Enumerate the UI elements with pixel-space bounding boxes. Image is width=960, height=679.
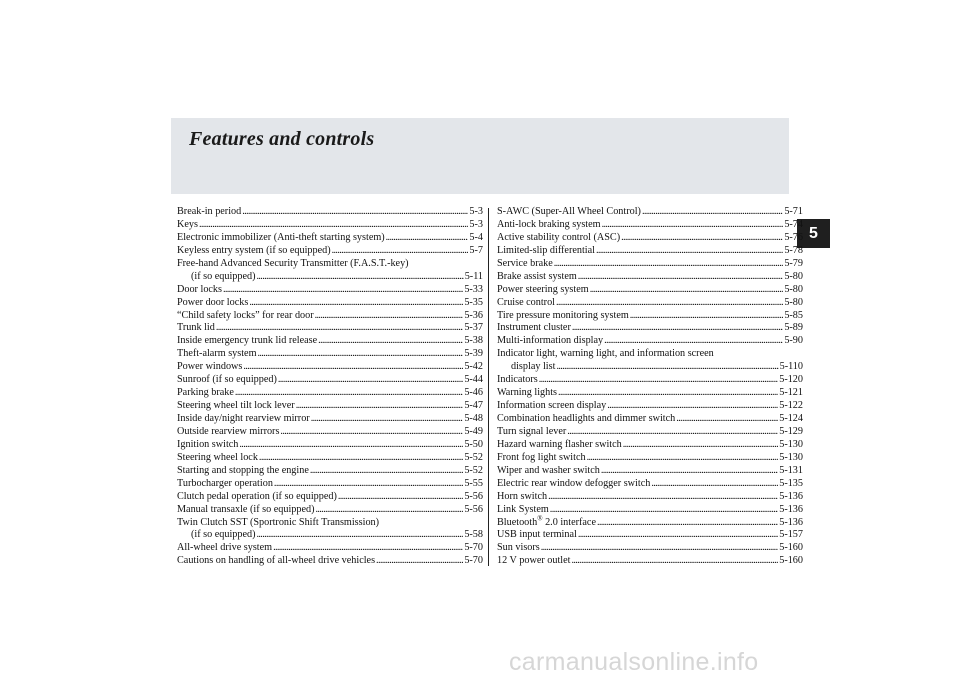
toc-row	[497, 258, 803, 271]
dot-leader	[216, 322, 463, 335]
toc-entry-title-continued: display list	[511, 361, 556, 373]
toc-entry[interactable]	[177, 297, 483, 310]
toc-entry-page: 5-136	[779, 503, 803, 515]
toc-entry-page: 5-135	[779, 477, 803, 489]
toc-entry-page: 5-36	[464, 309, 483, 321]
toc-row	[497, 310, 803, 323]
toc-row	[497, 452, 803, 465]
dot-leader	[310, 465, 463, 478]
dot-leader	[257, 271, 464, 284]
toc-entry[interactable]	[177, 361, 483, 374]
toc-entry[interactable]	[497, 542, 803, 555]
toc-entry-page: 5-160	[779, 542, 803, 554]
toc-entry[interactable]	[497, 258, 803, 271]
toc-entry-page: 5-52	[464, 464, 483, 476]
toc-entry-title: Hazard warning flasher switch	[497, 438, 622, 450]
toc-row	[497, 529, 803, 542]
dot-leader	[676, 413, 778, 426]
toc-entry-title: Combination headlights and dimmer switch	[497, 413, 676, 424]
toc-entry-page: 5-129	[779, 425, 803, 437]
toc-entry-title: Sun visors	[497, 542, 540, 554]
dot-leader	[607, 400, 778, 413]
toc-entry[interactable]	[497, 426, 803, 439]
toc-column-right	[497, 206, 803, 568]
toc-row	[177, 310, 483, 323]
toc-entry-title: Inside day/night rearview mirror	[177, 413, 310, 424]
toc-entry[interactable]	[177, 491, 483, 504]
toc-entry-page: 5-79	[784, 257, 803, 269]
toc-row	[177, 426, 483, 439]
dot-leader	[651, 478, 778, 491]
dot-leader	[587, 452, 779, 465]
toc-entry[interactable]	[497, 465, 803, 478]
toc-entry-page: 5-4	[469, 231, 483, 243]
chapter-header-band	[171, 118, 789, 194]
toc-entry-title-continued: (if so equipped)	[191, 529, 256, 541]
toc-entry[interactable]	[177, 517, 483, 543]
toc-entry-title: Tire pressure monitoring system	[497, 309, 629, 321]
toc-entry-title: USB input terminal	[497, 529, 577, 541]
dot-leader	[556, 297, 783, 310]
toc-row	[177, 297, 483, 310]
toc-entry-page: 5-80	[784, 296, 803, 308]
toc-entry[interactable]	[497, 284, 803, 297]
toc-entry[interactable]	[177, 245, 483, 258]
toc-entry-page: 5-47	[464, 400, 483, 412]
dot-leader	[386, 232, 469, 245]
toc-entry-page: 5-44	[464, 374, 483, 386]
toc-row	[497, 478, 803, 491]
dot-leader	[601, 465, 778, 478]
toc-entry[interactable]	[177, 465, 483, 478]
toc-entry-page: 5-46	[464, 387, 483, 399]
toc-entry-page: 5-50	[464, 438, 483, 450]
toc-entry-page: 5-76	[784, 231, 803, 243]
toc-row	[497, 413, 803, 426]
toc-entry-page: 5-56	[464, 503, 483, 515]
toc-entry[interactable]	[177, 542, 483, 555]
toc-entry-title: Sunroof (if so equipped)	[177, 374, 277, 386]
toc-row	[177, 504, 483, 517]
toc-entry-page: 5-38	[464, 335, 483, 347]
toc-entry-page: 5-58	[464, 529, 483, 541]
toc-row	[177, 465, 483, 478]
toc-row	[497, 245, 803, 258]
dot-leader	[278, 374, 463, 387]
toc-entry[interactable]	[497, 219, 803, 232]
toc-row	[177, 529, 483, 542]
toc-row	[177, 517, 483, 530]
dot-leader	[316, 504, 464, 517]
toc-entry-title: Anti-lock braking system	[497, 218, 601, 230]
toc-entry-title: Indicators	[497, 374, 538, 386]
toc-entry[interactable]	[177, 452, 483, 465]
toc-row	[497, 555, 803, 568]
dot-leader	[239, 439, 463, 452]
toc-entry[interactable]	[177, 284, 483, 297]
toc-entry-page: 5-48	[464, 413, 483, 424]
toc-entry-title: Steering wheel tilt lock lever	[177, 400, 295, 412]
toc-row	[177, 361, 483, 374]
toc-row	[177, 219, 483, 232]
toc-entry-page: 5-70	[464, 542, 483, 554]
dot-leader	[550, 504, 778, 517]
toc-entry[interactable]	[177, 206, 483, 219]
toc-entry[interactable]	[177, 413, 483, 426]
toc-entry-title: Keys	[177, 218, 198, 230]
toc-row	[497, 322, 803, 335]
toc-entry-page: 5-33	[464, 283, 483, 295]
toc-entry-title: Cautions on handling of all-wheel drive vehicles	[177, 555, 376, 567]
toc-row	[177, 491, 483, 504]
toc-entry-page: 5-157	[779, 529, 803, 541]
toc-entry[interactable]	[497, 452, 803, 465]
registered-mark: ®	[537, 514, 543, 523]
toc-entry[interactable]	[497, 271, 803, 284]
toc-entry-title: Power door locks	[177, 296, 249, 308]
toc-row	[177, 400, 483, 413]
toc-entry-title: Wiper and washer switch	[497, 464, 600, 476]
toc-entry-title: Trunk lid	[177, 322, 215, 334]
toc-entry-page: 5-90	[784, 335, 803, 347]
dot-leader	[630, 310, 784, 323]
chapter-number-tab: 5	[797, 219, 830, 248]
toc-row	[497, 232, 803, 245]
dot-leader	[338, 491, 463, 504]
toc-entry-title: Power steering system	[497, 283, 589, 295]
toc-entry-page: 5-71	[784, 206, 803, 217]
dot-leader	[596, 245, 783, 258]
toc-entry-page: 5-70	[464, 555, 483, 567]
toc-row	[177, 555, 483, 568]
toc-row	[177, 452, 483, 465]
toc-row	[497, 491, 803, 504]
toc-entry[interactable]	[497, 478, 803, 491]
toc-entry-page: 5-42	[464, 361, 483, 373]
toc-entry-page: 5-52	[464, 451, 483, 463]
toc-entry-page: 5-110	[779, 361, 803, 373]
toc-entry-page: 5-11	[464, 270, 483, 282]
toc-entry-page: 5-85	[784, 309, 803, 321]
toc-row	[497, 206, 803, 219]
toc-entry-title: All-wheel drive system	[177, 542, 273, 554]
toc-entry-title: Manual transaxle (if so equipped)	[177, 503, 315, 515]
toc-entry[interactable]	[497, 322, 803, 335]
dot-leader	[243, 361, 463, 374]
toc-entry[interactable]	[497, 439, 803, 452]
toc-entry-title: Parking brake	[177, 387, 234, 399]
toc-row	[497, 335, 803, 348]
toc-entry-title: Power windows	[177, 361, 243, 373]
toc-entry[interactable]	[497, 555, 803, 568]
toc-entry-page: 5-130	[779, 451, 803, 463]
toc-entry-page: 5-49	[464, 425, 483, 437]
toc-row	[497, 387, 803, 400]
toc-row	[177, 439, 483, 452]
toc-entry-title: Keyless entry system (if so equipped)	[177, 244, 331, 256]
toc-row	[177, 542, 483, 555]
toc-entry-page: 5-55	[464, 477, 483, 489]
dot-leader	[315, 310, 464, 323]
toc-entry[interactable]	[497, 310, 803, 323]
toc-row	[497, 439, 803, 452]
toc-row	[177, 348, 483, 361]
dot-leader	[558, 387, 778, 400]
toc-row	[497, 297, 803, 310]
toc-entry[interactable]	[177, 504, 483, 517]
toc-entry-page: 5-56	[464, 490, 483, 502]
toc-entry-title: Information screen display	[497, 400, 607, 412]
toc-entry-title: Electronic immobilizer (Anti-theft starting system)	[177, 231, 385, 243]
dot-leader	[249, 297, 463, 310]
toc-row	[177, 387, 483, 400]
toc-entry[interactable]	[177, 400, 483, 413]
toc-entry[interactable]	[497, 335, 803, 348]
toc-entry-title: Theft-alarm system	[177, 348, 257, 360]
toc-entry-page: 5-3	[469, 218, 483, 230]
toc-entry-title-suffix: 2.0 interface	[542, 516, 596, 528]
toc-row	[497, 348, 803, 361]
dot-leader	[572, 322, 783, 335]
dot-leader	[257, 529, 464, 542]
toc-entry-page: 5-7	[469, 244, 483, 256]
toc-entry-title: 12 V power outlet	[497, 555, 571, 567]
dot-leader	[604, 335, 783, 348]
toc-entry-page: 5-80	[784, 270, 803, 282]
toc-entry[interactable]	[497, 413, 803, 426]
dot-leader	[578, 529, 778, 542]
toc-entry[interactable]	[177, 232, 483, 245]
toc-entry-page: 5-3	[469, 206, 483, 217]
toc-entry-title: Ignition switch	[177, 438, 239, 450]
toc-entry-title: Clutch pedal operation (if so equipped)	[177, 490, 337, 502]
toc-row	[497, 514, 803, 530]
toc-row	[497, 465, 803, 478]
toc-entry-title: Link System	[497, 503, 549, 515]
toc-entry[interactable]	[497, 529, 803, 542]
toc-entry-title: Starting and stopping the engine	[177, 464, 309, 476]
toc-row	[497, 542, 803, 555]
toc-entry-page: 5-160	[779, 555, 803, 567]
dot-leader	[311, 413, 464, 426]
toc-row	[177, 374, 483, 387]
dot-leader	[642, 206, 783, 219]
dot-leader	[296, 400, 464, 413]
toc-entry-title: Free-hand Advanced Security Transmitter (F.A.S.T.-key)	[177, 257, 409, 269]
toc-entry-title: Service brake	[497, 257, 553, 269]
toc-entry[interactable]	[177, 426, 483, 439]
toc-entry-title: Indicator light, warning light, and information screen	[497, 348, 714, 360]
toc-entry-title: Limited-slip differential	[497, 244, 595, 256]
toc-entry-title: Instrument cluster	[497, 322, 571, 334]
toc-entry-title: Brake assist system	[497, 270, 577, 282]
toc-entry-page: 5-89	[784, 322, 803, 334]
dot-leader	[332, 245, 469, 258]
toc-row	[177, 245, 483, 258]
toc-row	[177, 322, 483, 335]
dot-leader	[539, 374, 778, 387]
toc-row	[177, 206, 483, 219]
toc-entry[interactable]	[177, 348, 483, 361]
dot-leader	[623, 439, 778, 452]
dot-leader	[578, 271, 784, 284]
toc-entry-page: 5-35	[464, 296, 483, 308]
dot-leader	[554, 258, 784, 271]
toc-entry-title: Bluetooth® 2.0 interface	[497, 514, 596, 528]
toc-entry-title: Horn switch	[497, 490, 548, 502]
toc-entry-title: Outside rearview mirrors	[177, 425, 280, 437]
toc-entry[interactable]	[497, 374, 803, 387]
toc-entry[interactable]	[177, 374, 483, 387]
toc-entry[interactable]	[497, 348, 803, 374]
toc-entry-title: Twin Clutch SST (Sportronic Shift Transmission)	[177, 516, 380, 528]
toc-entry[interactable]	[177, 219, 483, 232]
toc-row	[177, 258, 483, 271]
toc-entry-title: Turbocharger operation	[177, 477, 273, 489]
dot-leader	[556, 361, 778, 374]
dot-leader	[548, 491, 778, 504]
dot-leader	[621, 232, 783, 245]
dot-leader	[597, 517, 778, 530]
toc-entry[interactable]	[177, 310, 483, 323]
toc-row	[177, 271, 483, 284]
toc-entry-title: Active stability control (ASC)	[497, 231, 621, 243]
dot-leader	[590, 284, 784, 297]
toc-entry-title: Warning lights	[497, 387, 558, 399]
toc-entry-title: Cruise control	[497, 296, 556, 308]
toc-row	[177, 232, 483, 245]
dot-leader	[273, 542, 463, 555]
dot-leader	[541, 542, 778, 555]
toc-entry[interactable]	[177, 322, 483, 335]
dot-leader	[242, 206, 468, 219]
toc-entry-title: Turn signal lever	[497, 425, 567, 437]
toc-entry[interactable]	[497, 297, 803, 310]
toc-row	[497, 426, 803, 439]
toc-entry-title-continued: (if so equipped)	[191, 270, 256, 282]
toc-entry[interactable]	[177, 555, 483, 568]
dot-leader	[199, 219, 468, 232]
toc-entry-page: 5-130	[779, 438, 803, 450]
dot-leader	[376, 555, 463, 568]
toc-entry-title: Inside emergency trunk lid release	[177, 335, 318, 347]
toc-entry-page: 5-80	[784, 283, 803, 295]
toc-entry[interactable]	[497, 491, 803, 504]
toc-entry[interactable]	[177, 258, 483, 284]
toc-entry-title: Electric rear window defogger switch	[497, 477, 651, 489]
toc-entry[interactable]	[497, 400, 803, 413]
toc-entry[interactable]	[497, 387, 803, 400]
dot-leader	[280, 426, 463, 439]
toc-entry[interactable]	[497, 514, 803, 530]
toc-entry-page: 5-39	[464, 348, 483, 360]
toc-row	[177, 478, 483, 491]
toc-row	[497, 374, 803, 387]
dot-leader	[567, 426, 778, 439]
dot-leader	[223, 284, 463, 297]
toc-entry[interactable]	[177, 335, 483, 348]
dot-leader	[571, 555, 778, 568]
dot-leader	[318, 335, 463, 348]
dot-leader	[274, 478, 463, 491]
toc-row	[497, 400, 803, 413]
toc-row	[177, 335, 483, 348]
toc-row	[177, 413, 483, 426]
toc-entry-title: “Child safety locks” for rear door	[177, 309, 314, 321]
toc-entry[interactable]	[177, 387, 483, 400]
toc-entry[interactable]	[497, 245, 803, 258]
toc-entry-title: Door locks	[177, 283, 222, 295]
toc-entry-page: 5-120	[779, 374, 803, 386]
toc-entry-page: 5-74	[784, 218, 803, 230]
toc-entry-page: 5-136	[779, 490, 803, 502]
toc-entry[interactable]	[497, 206, 803, 219]
toc-entry-page: 5-136	[779, 516, 803, 528]
toc-entry[interactable]	[177, 478, 483, 491]
dot-leader	[258, 348, 464, 361]
toc-entry-title: Front fog light switch	[497, 451, 586, 463]
toc-entry-page: 5-37	[464, 322, 483, 334]
toc-entry[interactable]	[497, 232, 803, 245]
toc-row	[497, 271, 803, 284]
toc-entry-page: 5-78	[784, 244, 803, 256]
toc-entry-page: 5-121	[779, 387, 803, 399]
toc-row	[497, 284, 803, 297]
toc-entry-title: Break-in period	[177, 206, 242, 217]
toc-row	[177, 284, 483, 297]
watermark-text: carmanualsonline.info	[509, 648, 759, 676]
dot-leader	[259, 452, 463, 465]
toc-entry-title: S-AWC (Super-All Wheel Control)	[497, 206, 641, 217]
toc-entry-page: 5-124	[779, 413, 803, 424]
toc-row	[497, 361, 803, 374]
toc-entry-title: Multi-information display	[497, 335, 604, 347]
chapter-title: Features and controls	[189, 128, 375, 150]
toc-row	[497, 219, 803, 232]
column-divider	[488, 208, 489, 566]
toc-entry-page: 5-131	[779, 464, 803, 476]
dot-leader	[235, 387, 463, 400]
toc-entry-title: Steering wheel lock	[177, 451, 258, 463]
dot-leader	[602, 219, 784, 232]
toc-entry-page: 5-122	[779, 400, 803, 412]
toc-entry[interactable]	[177, 439, 483, 452]
toc-column-left	[177, 206, 483, 568]
